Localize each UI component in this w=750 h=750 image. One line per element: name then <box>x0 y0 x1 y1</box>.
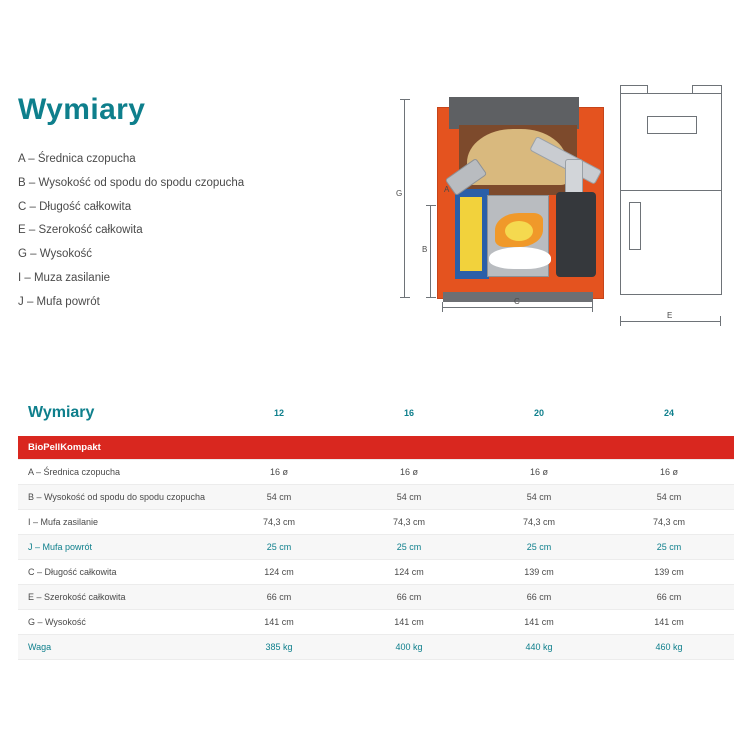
dimensions-table <box>18 398 734 660</box>
dimension-tick <box>400 297 410 298</box>
row-label: E – Szerokość całkowita <box>18 585 214 610</box>
label-A: A <box>444 185 450 194</box>
row-value: 139 cm <box>604 560 734 585</box>
column-header-16: 16 <box>403 408 414 418</box>
legend-item: I – Muza zasilanie <box>18 271 111 284</box>
table-row <box>18 535 734 560</box>
insulation-layer <box>460 197 482 271</box>
row-label: I – Mufa zasilanie <box>18 510 214 535</box>
intro-column <box>0 0 390 330</box>
table-title: Wymiary <box>28 404 95 421</box>
front-view-outline <box>620 93 722 295</box>
table-head <box>18 398 734 436</box>
outline-divider <box>621 190 721 191</box>
row-value: 66 cm <box>344 585 474 610</box>
table-band-row <box>18 436 734 460</box>
burner-module <box>556 192 596 277</box>
row-value: 25 cm <box>604 535 734 560</box>
row-value: 74,3 cm <box>604 510 734 535</box>
row-value: 141 cm <box>604 610 734 635</box>
dimension-line-G <box>404 99 405 297</box>
dimension-tick <box>720 316 721 326</box>
dimension-line-B <box>430 205 431 297</box>
control-panel-outline <box>647 116 697 134</box>
top-section <box>0 0 750 330</box>
table-row <box>18 635 734 660</box>
row-value: 54 cm <box>214 485 344 510</box>
row-value: 66 cm <box>604 585 734 610</box>
dimension-tick <box>426 205 436 206</box>
column-header-12: 12 <box>273 408 284 418</box>
legend-item: A – Średnica czopucha <box>18 153 136 165</box>
row-value: 25 cm <box>344 535 474 560</box>
row-value: 74,3 cm <box>214 510 344 535</box>
row-value: 141 cm <box>344 610 474 635</box>
product-band-label: BioPellKompakt <box>18 436 734 460</box>
row-value: 66 cm <box>214 585 344 610</box>
dimension-line-C <box>442 307 592 308</box>
door-outline <box>629 202 641 250</box>
row-value: 139 cm <box>474 560 604 585</box>
boiler-cutaway-illustration <box>437 97 602 302</box>
row-value: 74,3 cm <box>474 510 604 535</box>
boiler-technical-drawing <box>392 85 732 325</box>
row-label: Waga <box>18 635 214 660</box>
table-body <box>18 436 734 660</box>
row-label: G – Wysokość <box>18 610 214 635</box>
row-value: 400 kg <box>344 635 474 660</box>
row-label: A – Średnica czopucha <box>18 460 214 485</box>
legend-item: J – Mufa powrót <box>18 295 100 308</box>
table-row <box>18 485 734 510</box>
column-header-24: 24 <box>663 408 674 418</box>
row-value: 54 cm <box>344 485 474 510</box>
row-label: C – Długość całkowita <box>18 560 214 585</box>
dimensions-table-container <box>18 398 734 660</box>
row-value: 141 cm <box>474 610 604 635</box>
dimension-line-E <box>620 321 720 322</box>
legend-item: E – Szerokość całkowita <box>18 224 143 237</box>
dimension-tick <box>442 302 443 312</box>
table-row <box>18 460 734 485</box>
label-G: G <box>396 189 403 198</box>
row-label: J – Mufa powrót <box>18 535 214 560</box>
row-value: 25 cm <box>214 535 344 560</box>
legend-item: C – Długość całkowita <box>18 200 132 213</box>
dimension-tick <box>426 297 436 298</box>
row-value: 16 ø <box>474 460 604 485</box>
table-row <box>18 560 734 585</box>
table-row <box>18 585 734 610</box>
ash-pan <box>489 247 551 269</box>
label-E: E <box>667 311 673 320</box>
dimension-tick <box>592 302 593 312</box>
row-value: 54 cm <box>604 485 734 510</box>
row-value: 460 kg <box>604 635 734 660</box>
row-value: 16 ø <box>344 460 474 485</box>
table-row <box>18 610 734 635</box>
row-value: 124 cm <box>214 560 344 585</box>
table-header-row <box>18 398 734 436</box>
label-B: B <box>422 245 428 254</box>
row-value: 141 cm <box>214 610 344 635</box>
dimension-tick <box>400 99 410 100</box>
legend-item: B – Wysokość od spodu do spodu czopucha <box>18 176 245 189</box>
dimension-legend-list <box>18 153 390 310</box>
row-value: 385 kg <box>214 635 344 660</box>
label-C: C <box>514 297 520 306</box>
dimension-tick <box>620 316 621 326</box>
legend-item: G – Wysokość <box>18 248 93 261</box>
column-header-20: 20 <box>533 408 544 418</box>
flame-core-graphic <box>505 221 533 241</box>
row-value: 74,3 cm <box>344 510 474 535</box>
row-value: 54 cm <box>474 485 604 510</box>
row-value: 16 ø <box>604 460 734 485</box>
row-label: B – Wysokość od spodu do spodu czopucha <box>18 485 214 510</box>
row-value: 440 kg <box>474 635 604 660</box>
row-value: 16 ø <box>214 460 344 485</box>
row-value: 25 cm <box>474 535 604 560</box>
table-row <box>18 510 734 535</box>
row-value: 124 cm <box>344 560 474 585</box>
page-title: Wymiary <box>18 93 146 126</box>
row-value: 66 cm <box>474 585 604 610</box>
